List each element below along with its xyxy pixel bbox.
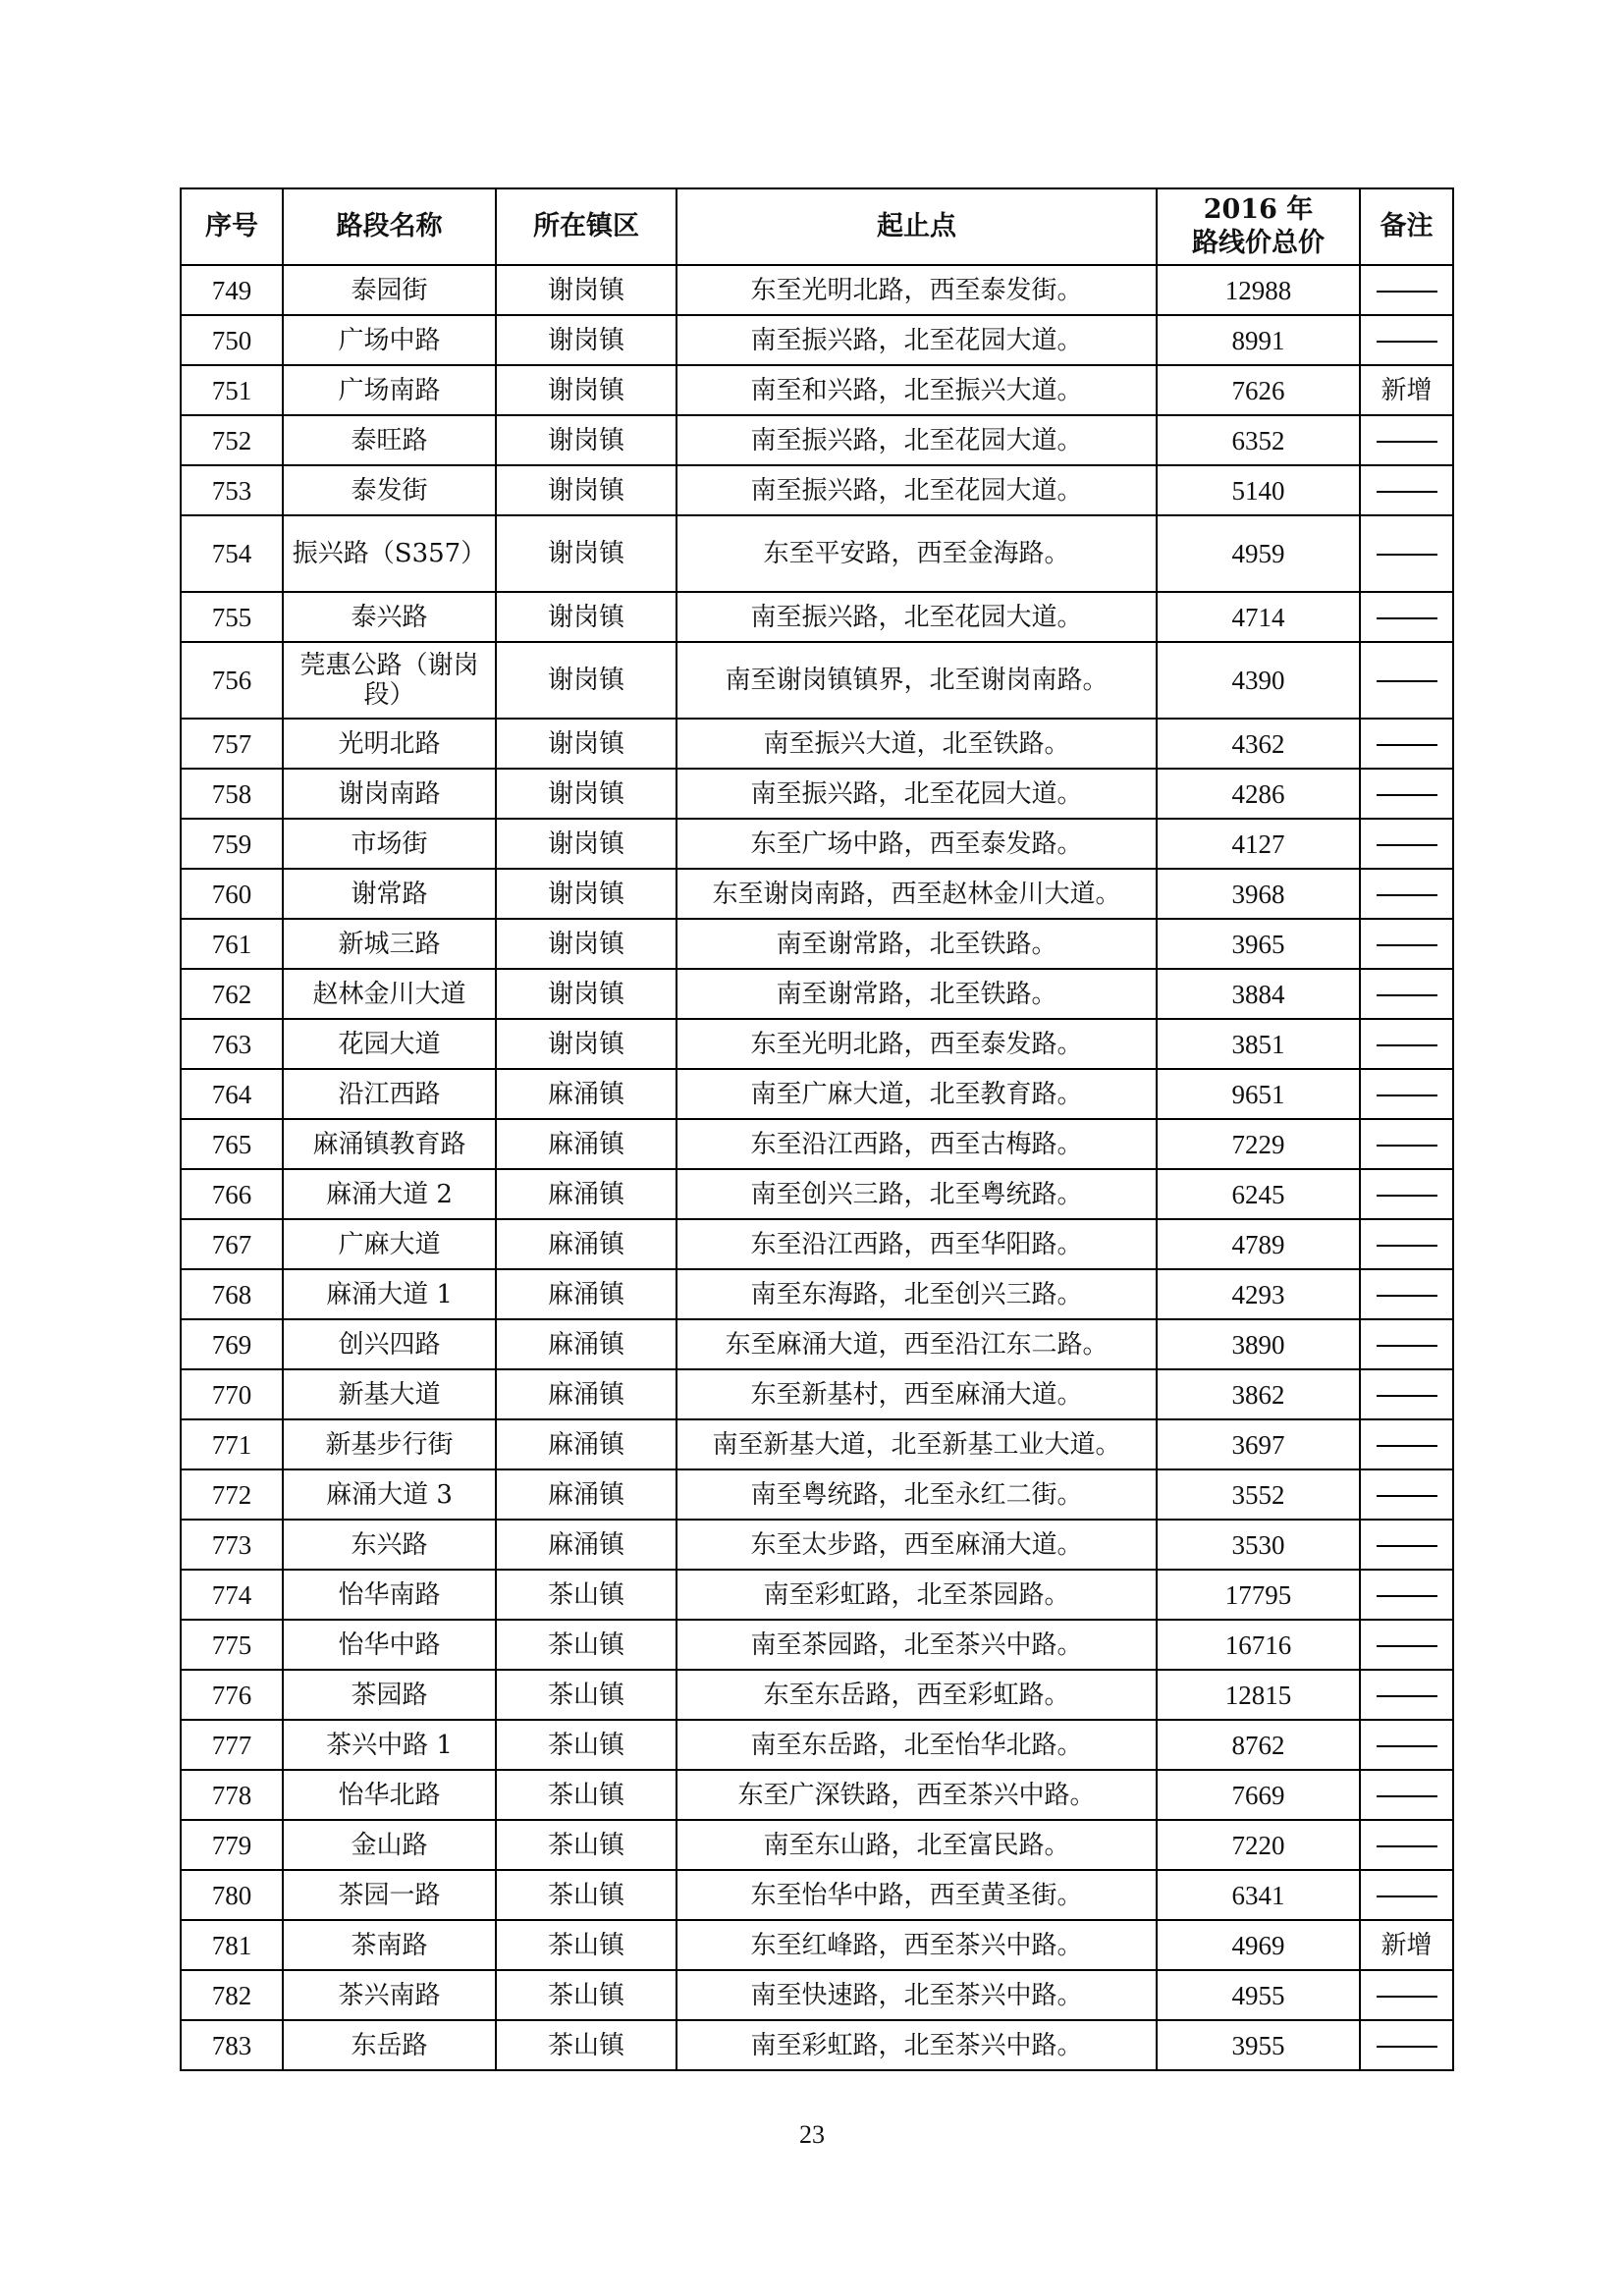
dash-mark <box>1377 1195 1437 1197</box>
cell-note <box>1360 869 1453 919</box>
cell-road-name: 光明北路 <box>283 719 496 769</box>
cell-seq: 782 <box>181 1970 283 2020</box>
cell-price: 4789 <box>1157 1219 1360 1269</box>
cell-price: 8762 <box>1157 1720 1360 1770</box>
dash-mark <box>1377 1545 1437 1547</box>
cell-seq: 774 <box>181 1570 283 1620</box>
table-row <box>181 642 1453 719</box>
cell-note: 新增 <box>1360 1920 1453 1970</box>
dash-mark <box>1377 1395 1437 1397</box>
cell-note <box>1360 1219 1453 1269</box>
cell-road-name: 赵林金川大道 <box>283 969 496 1019</box>
cell-span: 南至东海路，北至创兴三路。 <box>677 1269 1157 1319</box>
header-price <box>1157 188 1360 265</box>
dash-mark <box>1377 1695 1437 1697</box>
cell-seq: 775 <box>181 1620 283 1670</box>
cell-town: 麻涌镇 <box>496 1419 677 1469</box>
cell-seq: 754 <box>181 515 283 592</box>
cell-note <box>1360 1019 1453 1069</box>
cell-town: 谢岗镇 <box>496 642 677 719</box>
cell-road-name: 莞惠公路（谢岗段） <box>283 642 496 719</box>
cell-road-name: 怡华南路 <box>283 1570 496 1620</box>
cell-road-name: 广麻大道 <box>283 1219 496 1269</box>
cell-price: 5140 <box>1157 465 1360 515</box>
cell-seq: 760 <box>181 869 283 919</box>
cell-road-name: 泰发街 <box>283 465 496 515</box>
cell-town: 谢岗镇 <box>496 515 677 592</box>
cell-price: 4969 <box>1157 1920 1360 1970</box>
table-row <box>181 1319 1453 1369</box>
cell-span: 南至谢岗镇镇界，北至谢岗南路。 <box>677 642 1157 719</box>
cell-span: 东至光明北路，西至泰发街。 <box>677 265 1157 315</box>
cell-seq: 768 <box>181 1269 283 1319</box>
cell-seq: 778 <box>181 1770 283 1820</box>
cell-road-name: 新基步行街 <box>283 1419 496 1469</box>
table-row <box>181 1419 1453 1469</box>
cell-span: 南至谢常路，北至铁路。 <box>677 919 1157 969</box>
header-price-label: 路线价总价 <box>1192 228 1325 258</box>
cell-price: 3965 <box>1157 919 1360 969</box>
cell-span: 南至新基大道，北至新基工业大道。 <box>677 1419 1157 1469</box>
header-seq: 序号 <box>181 188 283 265</box>
cell-note <box>1360 515 1453 592</box>
cell-seq: 765 <box>181 1119 283 1169</box>
cell-price: 7669 <box>1157 1770 1360 1820</box>
cell-town: 茶山镇 <box>496 2020 677 2070</box>
cell-price: 7220 <box>1157 1820 1360 1870</box>
cell-road-name: 泰旺路 <box>283 415 496 465</box>
cell-price: 6352 <box>1157 415 1360 465</box>
cell-road-name: 茶园路 <box>283 1670 496 1720</box>
cell-town: 谢岗镇 <box>496 265 677 315</box>
cell-span: 东至沿江西路，西至古梅路。 <box>677 1119 1157 1169</box>
cell-price: 8991 <box>1157 315 1360 365</box>
table-row <box>181 1970 1453 2020</box>
dash-mark <box>1377 844 1437 846</box>
cell-road-name: 谢常路 <box>283 869 496 919</box>
cell-seq: 757 <box>181 719 283 769</box>
cell-note <box>1360 315 1453 365</box>
cell-road-name: 东岳路 <box>283 2020 496 2070</box>
cell-price: 4286 <box>1157 769 1360 819</box>
table-row <box>181 1770 1453 1820</box>
cell-town: 麻涌镇 <box>496 1169 677 1219</box>
dash-mark <box>1377 1345 1437 1347</box>
cell-span: 南至振兴路，北至花园大道。 <box>677 592 1157 642</box>
cell-span: 南至创兴三路，北至粤统路。 <box>677 1169 1157 1219</box>
cell-note <box>1360 719 1453 769</box>
cell-town: 麻涌镇 <box>496 1469 677 1520</box>
cell-note <box>1360 1670 1453 1720</box>
table-row <box>181 1069 1453 1119</box>
cell-span: 东至怡华中路，西至黄圣街。 <box>677 1870 1157 1920</box>
cell-town: 麻涌镇 <box>496 1069 677 1119</box>
cell-road-name: 新基大道 <box>283 1369 496 1419</box>
table-row <box>181 1369 1453 1419</box>
cell-road-name: 创兴四路 <box>283 1319 496 1369</box>
cell-road-name: 新城三路 <box>283 919 496 969</box>
cell-road-name: 东兴路 <box>283 1520 496 1570</box>
dash-mark <box>1377 1245 1437 1247</box>
cell-price: 3530 <box>1157 1520 1360 1570</box>
cell-span: 东至沿江西路，西至华阳路。 <box>677 1219 1157 1269</box>
cell-seq: 781 <box>181 1920 283 1970</box>
table-row <box>181 1469 1453 1520</box>
dash-mark <box>1377 1745 1437 1747</box>
cell-road-name: 怡华北路 <box>283 1770 496 1820</box>
cell-note <box>1360 1520 1453 1570</box>
cell-note <box>1360 1369 1453 1419</box>
header-span: 起止点 <box>677 188 1157 265</box>
dash-mark <box>1377 994 1437 996</box>
cell-span: 南至彩虹路，北至茶园路。 <box>677 1570 1157 1620</box>
cell-seq: 764 <box>181 1069 283 1119</box>
cell-span: 南至振兴路，北至花园大道。 <box>677 415 1157 465</box>
cell-price: 3968 <box>1157 869 1360 919</box>
cell-seq: 758 <box>181 769 283 819</box>
cell-town: 茶山镇 <box>496 1820 677 1870</box>
cell-seq: 759 <box>181 819 283 869</box>
cell-span: 东至谢岗南路，西至赵林金川大道。 <box>677 869 1157 919</box>
cell-seq: 751 <box>181 365 283 415</box>
cell-span: 东至平安路，西至金海路。 <box>677 515 1157 592</box>
cell-town: 谢岗镇 <box>496 869 677 919</box>
cell-span: 南至振兴路，北至花园大道。 <box>677 769 1157 819</box>
table-row <box>181 869 1453 919</box>
header-town: 所在镇区 <box>496 188 677 265</box>
cell-span: 东至新基村，西至麻涌大道。 <box>677 1369 1157 1419</box>
cell-seq: 783 <box>181 2020 283 2070</box>
cell-note <box>1360 592 1453 642</box>
dash-mark <box>1377 341 1437 343</box>
cell-town: 麻涌镇 <box>496 1219 677 1269</box>
cell-town: 麻涌镇 <box>496 1520 677 1570</box>
table-header-row <box>181 188 1453 265</box>
cell-span: 东至太步路，西至麻涌大道。 <box>677 1520 1157 1570</box>
cell-road-name: 麻涌镇教育路 <box>283 1119 496 1169</box>
table-row <box>181 415 1453 465</box>
cell-note <box>1360 1119 1453 1169</box>
cell-seq: 766 <box>181 1169 283 1219</box>
cell-road-name: 沿江西路 <box>283 1069 496 1119</box>
cell-price: 3851 <box>1157 1019 1360 1069</box>
cell-span: 东至麻涌大道，西至沿江东二路。 <box>677 1319 1157 1369</box>
table-row <box>181 1920 1453 1970</box>
table-row <box>181 1269 1453 1319</box>
cell-price: 3884 <box>1157 969 1360 1019</box>
dash-mark <box>1377 1495 1437 1497</box>
dash-mark <box>1377 680 1437 682</box>
cell-price: 4714 <box>1157 592 1360 642</box>
cell-span: 东至光明北路，西至泰发路。 <box>677 1019 1157 1069</box>
cell-price: 6341 <box>1157 1870 1360 1920</box>
dash-mark <box>1377 944 1437 946</box>
cell-note <box>1360 465 1453 515</box>
cell-seq: 749 <box>181 265 283 315</box>
dash-mark <box>1377 1145 1437 1147</box>
cell-town: 谢岗镇 <box>496 315 677 365</box>
cell-road-name: 广场南路 <box>283 365 496 415</box>
table-row <box>181 465 1453 515</box>
dash-mark <box>1377 894 1437 896</box>
cell-town: 茶山镇 <box>496 1770 677 1820</box>
cell-span: 东至广场中路，西至泰发路。 <box>677 819 1157 869</box>
cell-span: 南至东山路，北至富民路。 <box>677 1820 1157 1870</box>
cell-road-name: 麻涌大道 3 <box>283 1469 496 1520</box>
cell-price: 7229 <box>1157 1119 1360 1169</box>
cell-note <box>1360 919 1453 969</box>
cell-road-name: 花园大道 <box>283 1019 496 1069</box>
dash-mark <box>1377 1095 1437 1096</box>
table-row <box>181 1820 1453 1870</box>
table-row <box>181 969 1453 1019</box>
cell-price: 4127 <box>1157 819 1360 869</box>
cell-price: 12815 <box>1157 1670 1360 1720</box>
cell-road-name: 麻涌大道 1 <box>283 1269 496 1319</box>
cell-seq: 770 <box>181 1369 283 1419</box>
cell-note <box>1360 1820 1453 1870</box>
cell-span: 东至广深铁路，西至茶兴中路。 <box>677 1770 1157 1820</box>
cell-price: 6245 <box>1157 1169 1360 1219</box>
cell-town: 麻涌镇 <box>496 1319 677 1369</box>
cell-town: 谢岗镇 <box>496 919 677 969</box>
cell-town: 谢岗镇 <box>496 969 677 1019</box>
cell-road-name: 广场中路 <box>283 315 496 365</box>
cell-seq: 771 <box>181 1419 283 1469</box>
table-row <box>181 819 1453 869</box>
cell-price: 4959 <box>1157 515 1360 592</box>
cell-road-name: 市场街 <box>283 819 496 869</box>
cell-price: 3552 <box>1157 1469 1360 1520</box>
cell-price: 3955 <box>1157 2020 1360 2070</box>
table-row <box>181 515 1453 592</box>
cell-road-name: 振兴路（S357） <box>283 515 496 592</box>
cell-town: 茶山镇 <box>496 1670 677 1720</box>
cell-note <box>1360 1770 1453 1820</box>
cell-seq: 762 <box>181 969 283 1019</box>
cell-road-name: 泰园街 <box>283 265 496 315</box>
cell-price: 3697 <box>1157 1419 1360 1469</box>
dash-mark <box>1377 1645 1437 1647</box>
cell-town: 麻涌镇 <box>496 1269 677 1319</box>
cell-road-name: 茶南路 <box>283 1920 496 1970</box>
table-row <box>181 919 1453 969</box>
table-row <box>181 1169 1453 1219</box>
table-row <box>181 1670 1453 1720</box>
cell-town: 茶山镇 <box>496 1570 677 1620</box>
cell-town: 麻涌镇 <box>496 1369 677 1419</box>
cell-seq: 773 <box>181 1520 283 1570</box>
cell-town: 谢岗镇 <box>496 465 677 515</box>
dash-mark <box>1377 1795 1437 1797</box>
cell-town: 谢岗镇 <box>496 719 677 769</box>
cell-road-name: 茶兴中路 1 <box>283 1720 496 1770</box>
cell-town: 谢岗镇 <box>496 592 677 642</box>
cell-note <box>1360 642 1453 719</box>
dash-mark <box>1377 491 1437 493</box>
cell-note <box>1360 1620 1453 1670</box>
dash-mark <box>1377 1445 1437 1447</box>
cell-town: 谢岗镇 <box>496 1019 677 1069</box>
road-price-table <box>180 187 1454 2071</box>
cell-span: 南至东岳路，北至怡华北路。 <box>677 1720 1157 1770</box>
cell-seq: 767 <box>181 1219 283 1269</box>
cell-note <box>1360 1269 1453 1319</box>
cell-note <box>1360 1870 1453 1920</box>
cell-town: 谢岗镇 <box>496 365 677 415</box>
cell-span: 东至东岳路，西至彩虹路。 <box>677 1670 1157 1720</box>
table-row <box>181 315 1453 365</box>
table-row <box>181 365 1453 415</box>
cell-seq: 772 <box>181 1469 283 1520</box>
cell-price: 9651 <box>1157 1069 1360 1119</box>
dash-mark <box>1377 744 1437 746</box>
cell-price: 17795 <box>1157 1570 1360 1620</box>
cell-note <box>1360 1419 1453 1469</box>
cell-note <box>1360 819 1453 869</box>
cell-note <box>1360 415 1453 465</box>
cell-span: 东至红峰路，西至茶兴中路。 <box>677 1920 1157 1970</box>
cell-note <box>1360 1319 1453 1369</box>
cell-seq: 752 <box>181 415 283 465</box>
table-row <box>181 1219 1453 1269</box>
cell-seq: 763 <box>181 1019 283 1069</box>
cell-price: 4390 <box>1157 642 1360 719</box>
table-body <box>181 265 1453 2070</box>
cell-span: 南至振兴路，北至花园大道。 <box>677 315 1157 365</box>
cell-price: 4293 <box>1157 1269 1360 1319</box>
cell-town: 茶山镇 <box>496 1870 677 1920</box>
table-row <box>181 1570 1453 1620</box>
cell-price: 12988 <box>1157 265 1360 315</box>
header-note: 备注 <box>1360 188 1453 265</box>
table-row <box>181 592 1453 642</box>
cell-road-name: 泰兴路 <box>283 592 496 642</box>
table-row <box>181 719 1453 769</box>
dash-mark <box>1377 291 1437 293</box>
cell-note <box>1360 1970 1453 2020</box>
cell-note <box>1360 2020 1453 2070</box>
cell-note <box>1360 265 1453 315</box>
cell-road-name: 金山路 <box>283 1820 496 1870</box>
cell-note <box>1360 1469 1453 1520</box>
cell-seq: 753 <box>181 465 283 515</box>
table-row <box>181 2020 1453 2070</box>
cell-price: 4955 <box>1157 1970 1360 2020</box>
cell-town: 谢岗镇 <box>496 415 677 465</box>
cell-road-name: 怡华中路 <box>283 1620 496 1670</box>
cell-price: 16716 <box>1157 1620 1360 1670</box>
cell-town: 茶山镇 <box>496 1970 677 2020</box>
cell-town: 谢岗镇 <box>496 769 677 819</box>
cell-seq: 761 <box>181 919 283 969</box>
cell-road-name: 谢岗南路 <box>283 769 496 819</box>
cell-town: 谢岗镇 <box>496 819 677 869</box>
table-row <box>181 1870 1453 1920</box>
cell-note <box>1360 1069 1453 1119</box>
table-row <box>181 1019 1453 1069</box>
table-row <box>181 1520 1453 1570</box>
dash-mark <box>1377 1845 1437 1847</box>
cell-town: 茶山镇 <box>496 1620 677 1670</box>
cell-note <box>1360 1570 1453 1620</box>
cell-seq: 756 <box>181 642 283 719</box>
cell-seq: 750 <box>181 315 283 365</box>
cell-road-name: 麻涌大道 2 <box>283 1169 496 1219</box>
cell-span: 南至快速路，北至茶兴中路。 <box>677 1970 1157 2020</box>
cell-span: 南至谢常路，北至铁路。 <box>677 969 1157 1019</box>
dash-mark <box>1377 1996 1437 1998</box>
cell-span: 南至彩虹路，北至茶兴中路。 <box>677 2020 1157 2070</box>
cell-seq: 779 <box>181 1820 283 1870</box>
dash-mark <box>1377 441 1437 443</box>
cell-note <box>1360 969 1453 1019</box>
cell-price: 7626 <box>1157 365 1360 415</box>
cell-price: 3862 <box>1157 1369 1360 1419</box>
cell-seq: 755 <box>181 592 283 642</box>
dash-mark <box>1377 1896 1437 1897</box>
cell-seq: 776 <box>181 1670 283 1720</box>
cell-road-name: 茶园一路 <box>283 1870 496 1920</box>
cell-town: 茶山镇 <box>496 1720 677 1770</box>
cell-seq: 769 <box>181 1319 283 1369</box>
dash-mark <box>1377 617 1437 619</box>
cell-span: 南至振兴路，北至花园大道。 <box>677 465 1157 515</box>
dash-mark <box>1377 1044 1437 1046</box>
cell-town: 麻涌镇 <box>496 1119 677 1169</box>
header-price-year: 2016 年 <box>1203 194 1314 225</box>
cell-note: 新增 <box>1360 365 1453 415</box>
dash-mark <box>1377 2046 1437 2048</box>
cell-span: 南至茶园路，北至茶兴中路。 <box>677 1620 1157 1670</box>
page-number: 23 <box>799 2120 825 2149</box>
cell-price: 3890 <box>1157 1319 1360 1369</box>
header-road-name: 路段名称 <box>283 188 496 265</box>
cell-span: 南至和兴路，北至振兴大道。 <box>677 365 1157 415</box>
table-row <box>181 265 1453 315</box>
cell-span: 南至振兴大道，北至铁路。 <box>677 719 1157 769</box>
table-row <box>181 1119 1453 1169</box>
cell-note <box>1360 769 1453 819</box>
table-row <box>181 1620 1453 1670</box>
cell-road-name: 茶兴南路 <box>283 1970 496 2020</box>
table-row <box>181 1720 1453 1770</box>
cell-span: 南至粤统路，北至永红二街。 <box>677 1469 1157 1520</box>
table-row <box>181 769 1453 819</box>
dash-mark <box>1377 1595 1437 1597</box>
dash-mark <box>1377 554 1437 556</box>
cell-seq: 780 <box>181 1870 283 1920</box>
dash-mark <box>1377 1295 1437 1297</box>
cell-note <box>1360 1720 1453 1770</box>
dash-mark <box>1377 794 1437 796</box>
cell-town: 茶山镇 <box>496 1920 677 1970</box>
cell-note <box>1360 1169 1453 1219</box>
cell-price: 4362 <box>1157 719 1360 769</box>
cell-seq: 777 <box>181 1720 283 1770</box>
cell-span: 南至广麻大道，北至教育路。 <box>677 1069 1157 1119</box>
